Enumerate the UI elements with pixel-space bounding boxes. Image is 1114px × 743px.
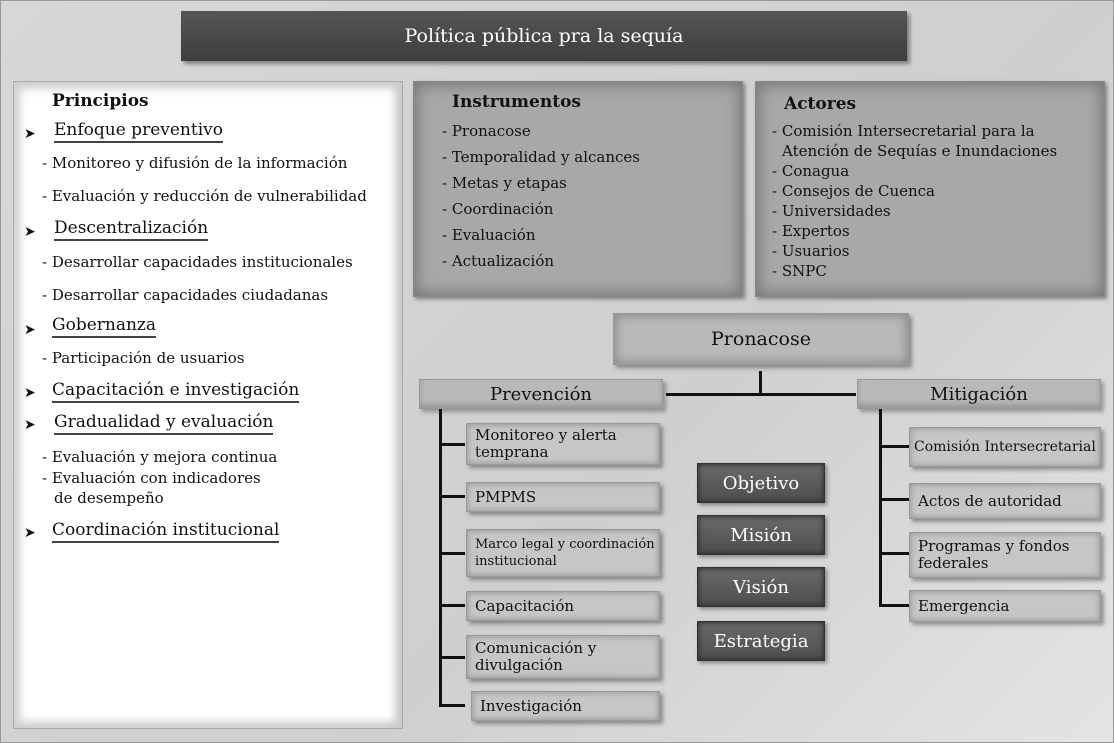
tree-branch (439, 443, 465, 446)
prevencion-item: Marco legal y coordinación institucional (466, 529, 660, 577)
principio-label: Coordinación institucional (52, 520, 279, 543)
tree-branch (879, 604, 909, 607)
connector-line (666, 393, 856, 396)
prevencion-item: Investigación (471, 691, 660, 721)
actor-item: - Comisión Intersecretarial para la (772, 122, 1035, 140)
actor-item: - Conagua (772, 162, 850, 180)
instrumentos-heading: Instrumentos (452, 92, 581, 112)
instrumento-item: - Coordinación (442, 200, 554, 218)
prevencion-item: Comunicación y divulgación (466, 635, 660, 679)
arrow-icon: ➤ (24, 322, 36, 338)
prevencion-header: Prevención (419, 379, 663, 409)
principio-item: - Evaluación con indicadores (42, 469, 261, 487)
actor-item: - Consejos de Cuenca (772, 182, 935, 200)
arrow-icon: ➤ (24, 525, 36, 541)
arrow-icon: ➤ (24, 385, 36, 401)
prevencion-item: Capacitación (466, 591, 660, 621)
principio-item: - Monitoreo y difusión de la información (42, 154, 348, 172)
principios-heading: Principios (52, 91, 149, 111)
prevencion-item: Monitoreo y alerta temprana (466, 423, 660, 465)
prevencion-item: PMPMS (466, 482, 660, 512)
actor-item: - Universidades (772, 202, 891, 220)
tree-line (439, 409, 442, 707)
tree-branch (439, 495, 465, 498)
pronacose-node: Pronacose (613, 313, 909, 365)
instrumento-item: - Temporalidad y alcances (442, 148, 640, 166)
mitigacion-item: Actos de autoridad (909, 483, 1101, 519)
arrow-icon: ➤ (24, 126, 36, 142)
actores-panel (755, 81, 1105, 297)
actor-item: - Usuarios (772, 242, 850, 260)
principio-item: - Desarrollar capacidades institucionales (42, 253, 353, 271)
tree-branch (879, 498, 909, 501)
tree-branch (879, 552, 909, 555)
principio-label: Descentralización (54, 218, 208, 241)
principio-item: - Desarrollar capacidades ciudadanas (42, 286, 329, 304)
diagram-title: Política pública pra la sequía (181, 11, 907, 61)
mitigacion-item: Programas y fondos federales (909, 532, 1101, 578)
principio-item: - Evaluación y mejora continua (42, 448, 278, 466)
actor-item: - SNPC (772, 262, 827, 280)
principio-label: Capacitación e investigación (52, 380, 299, 403)
principio-item: - Participación de usuarios (42, 349, 245, 367)
connector-line (759, 371, 762, 395)
tree-branch (439, 704, 465, 707)
principio-label: Gobernanza (52, 315, 156, 338)
principio-label: Enfoque preventivo (54, 120, 223, 143)
tree-line (879, 409, 882, 607)
arrow-icon: ➤ (24, 224, 36, 240)
objetivo-button[interactable]: Objetivo (697, 463, 825, 503)
tree-branch (879, 445, 909, 448)
tree-branch (439, 552, 465, 555)
tree-branch (439, 604, 465, 607)
arrow-icon: ➤ (24, 417, 36, 433)
actores-heading: Actores (784, 94, 857, 114)
actor-item: Atención de Sequías e Inundaciones (782, 142, 1058, 160)
vision-button[interactable]: Visión (697, 567, 825, 607)
instrumentos-panel (413, 81, 743, 297)
instrumento-item: - Evaluación (442, 226, 536, 244)
estrategia-button[interactable]: Estrategia (697, 621, 825, 661)
instrumento-item: - Metas y etapas (442, 174, 567, 192)
instrumento-item: - Actualización (442, 252, 555, 270)
instrumento-item: - Pronacose (442, 122, 531, 140)
mitigacion-item: Comisión Intersecretarial (909, 427, 1101, 467)
principio-label: Gradualidad y evaluación (54, 412, 273, 435)
principios-panel (13, 81, 403, 729)
mitigacion-item: Emergencia (909, 590, 1101, 622)
principio-item: - Evaluación y reducción de vulnerabilidad (42, 187, 367, 205)
mision-button[interactable]: Misión (697, 515, 825, 555)
actor-item: - Expertos (772, 222, 850, 240)
tree-branch (439, 656, 465, 659)
mitigacion-header: Mitigación (857, 379, 1101, 409)
principio-item: de desempeño (54, 489, 164, 507)
